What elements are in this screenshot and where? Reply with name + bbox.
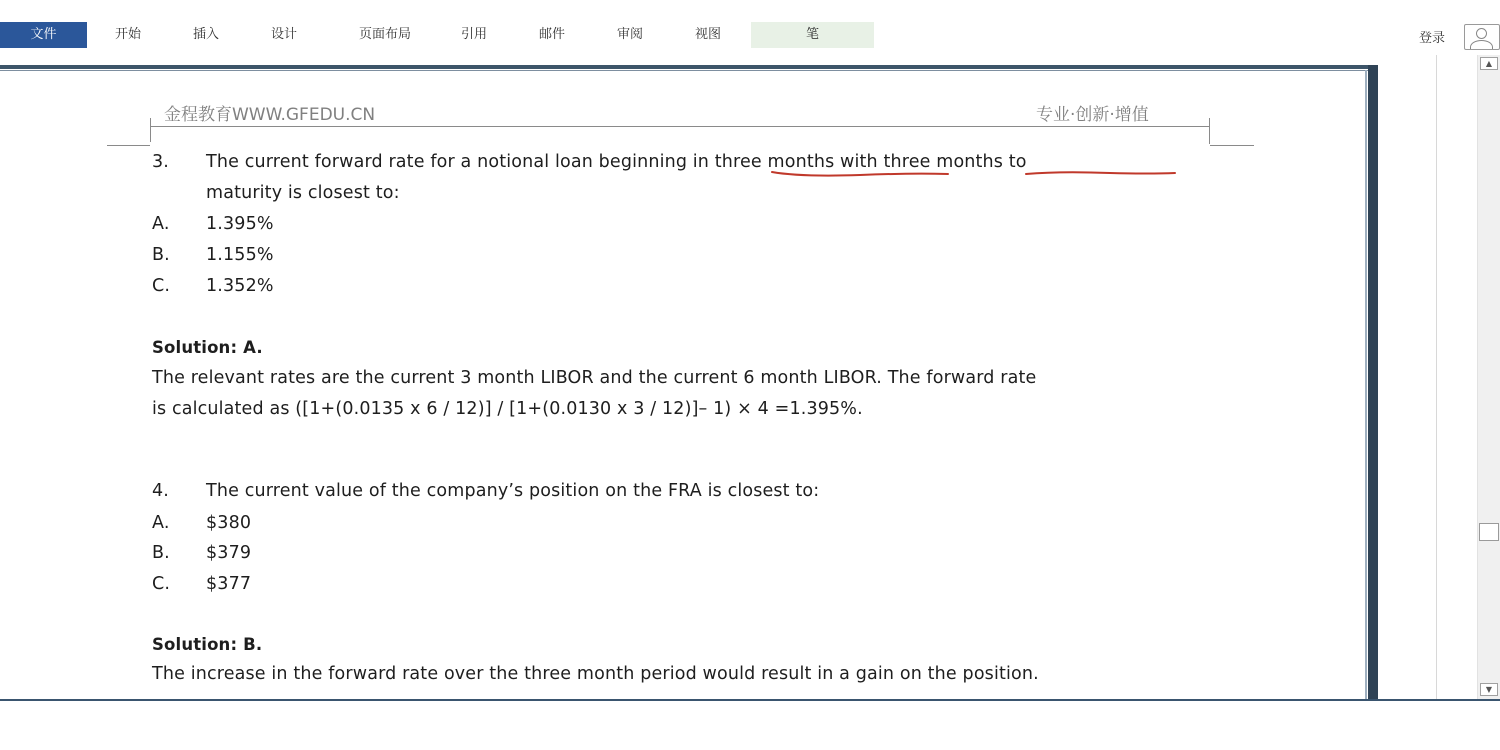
tab-insert[interactable]: 插入 xyxy=(192,27,219,42)
tab-home[interactable]: 开始 xyxy=(114,27,141,42)
login-link[interactable]: 登录 xyxy=(1419,31,1446,46)
tab-mailings[interactable]: 邮件 xyxy=(538,27,565,42)
question-3-number: 3. xyxy=(152,152,169,172)
q3-option-c-letter: C. xyxy=(152,276,171,296)
question-4-text: The current value of the company’s position on the FRA is closest to: xyxy=(206,481,820,501)
q4-option-b-letter: B. xyxy=(152,543,170,563)
q4-option-a-letter: A. xyxy=(152,513,170,533)
q4-solution-title: Solution: B. xyxy=(152,635,263,654)
tab-review[interactable]: 审阅 xyxy=(616,27,643,42)
tab-page-layout[interactable]: 页面布局 xyxy=(358,27,411,42)
tab-pen[interactable]: 笔 xyxy=(751,22,874,48)
q3-option-a-letter: A. xyxy=(152,214,170,234)
scroll-up-arrow-icon[interactable]: ▲ xyxy=(1480,57,1498,70)
question-3-text-cont: maturity is closest to: xyxy=(206,183,400,203)
q3-option-a-value: 1.395% xyxy=(206,214,274,234)
ink-underline-1 xyxy=(772,172,948,176)
q4-option-b-value: $379 xyxy=(206,543,252,563)
question-3-text: The current forward rate for a notional loan beginning in three months with three months to xyxy=(206,152,1027,172)
question-4-number: 4. xyxy=(152,481,169,501)
page-header-right: 专业·创新·增值 xyxy=(1036,105,1149,125)
q3-solution-text-cont: is calculated as ([1+(0.0135 x 6 / 12)] / [1+(0.0130 x 3 / 12)]– 1) × 4 =1.395%. xyxy=(152,399,863,419)
tab-view[interactable]: 视图 xyxy=(694,27,721,42)
q3-solution-text: The relevant rates are the current 3 month LIBOR and the current 6 month LIBOR. The forward rate xyxy=(152,368,1037,388)
tab-references[interactable]: 引用 xyxy=(460,27,487,42)
q4-solution-text: The increase in the forward rate over the three month period would result in a gain on the position. xyxy=(152,664,1039,684)
q4-option-c-value: $377 xyxy=(206,574,252,594)
ink-underline-2 xyxy=(1026,172,1175,174)
tab-design[interactable]: 设计 xyxy=(270,27,297,42)
tab-file[interactable]: 文件 xyxy=(0,22,87,48)
q3-option-b-letter: B. xyxy=(152,245,170,265)
q3-solution-title: Solution: A. xyxy=(152,338,263,357)
q4-option-c-letter: C. xyxy=(152,574,171,594)
q4-option-a-value: $380 xyxy=(206,513,252,533)
scroll-down-arrow-icon[interactable]: ▼ xyxy=(1480,683,1498,696)
q3-option-c-value: 1.352% xyxy=(206,276,274,296)
q3-option-b-value: 1.155% xyxy=(206,245,274,265)
page-header-left: 金程教育WWW.GFEDU.CN xyxy=(164,105,376,125)
